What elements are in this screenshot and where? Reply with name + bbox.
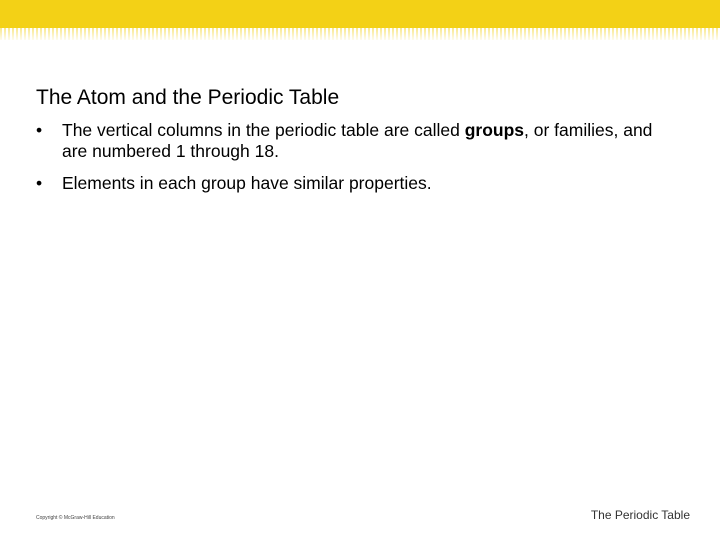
header-band [0, 0, 720, 28]
footer-topic: The Periodic Table [590, 508, 690, 522]
bullet-text [62, 120, 656, 162]
bullet-text-after: , or families, and are numbered 1 through 18. [62, 120, 653, 161]
copyright-notice: Copyright © McGraw-Hill Education [36, 515, 115, 521]
bullet-item [36, 173, 656, 194]
bullet-emphasis: groups [464, 120, 525, 140]
bullet-text [62, 173, 656, 194]
bullet-text-before: Elements in each group have similar properties. [62, 173, 432, 193]
bullet-item [36, 120, 656, 162]
bullet-icon: • [36, 120, 43, 140]
header-dither-band [0, 28, 720, 40]
bullet-list [36, 120, 656, 205]
slide-title: The Atom and the Periodic Table [36, 86, 340, 109]
bullet-text-before: The vertical columns in the periodic table are called [62, 120, 465, 140]
bullet-icon: • [36, 173, 43, 193]
